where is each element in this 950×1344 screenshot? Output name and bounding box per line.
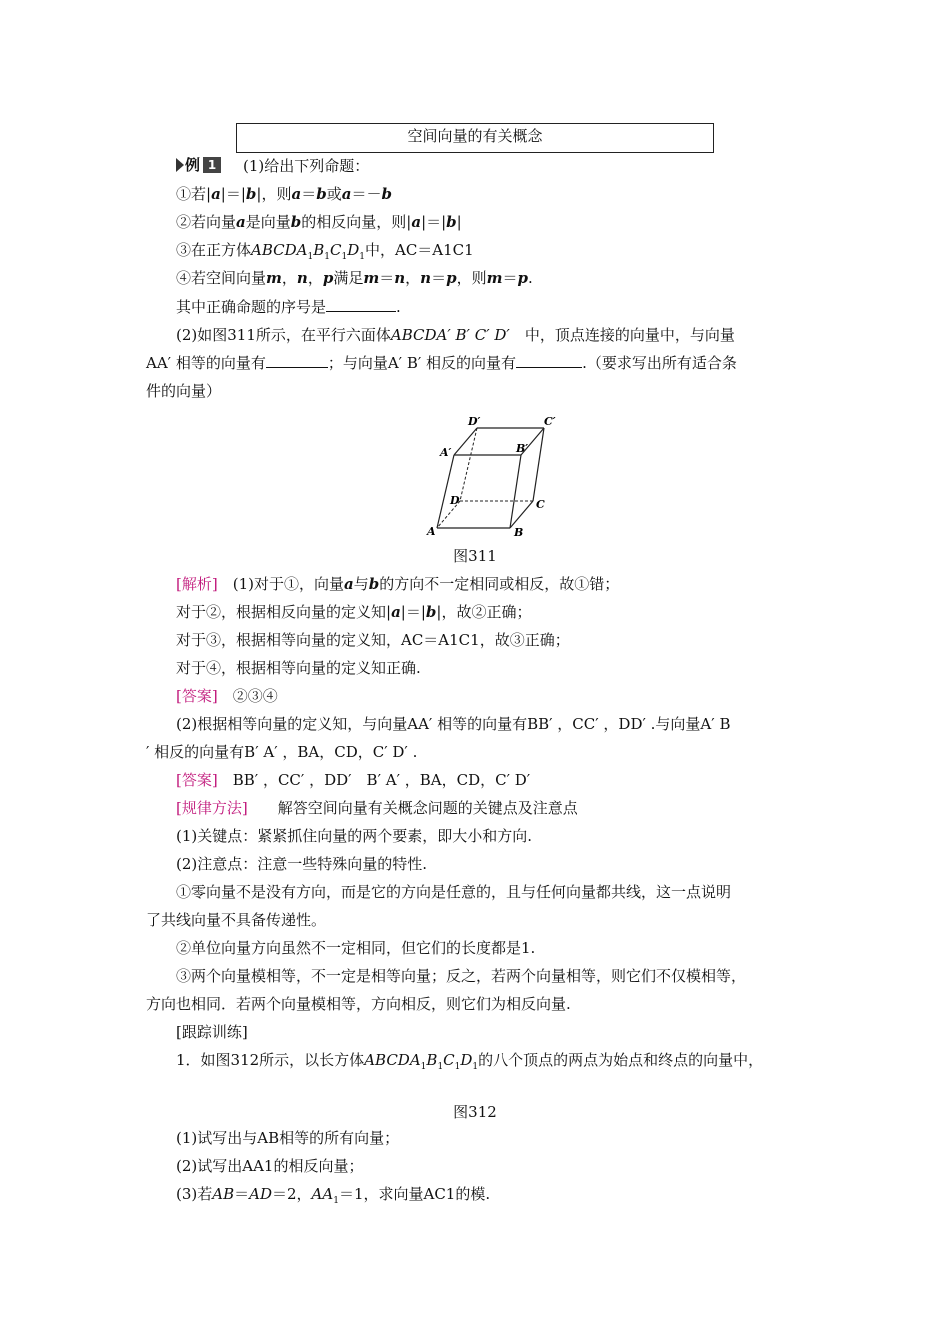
part2-line-1: (2)如图311所示，在平行六面体ABCDA′ B′ C′ D′ 中，顶点连接的向量中，与向量 [176,326,735,344]
solution-2-line-1: (2)根据相等向量的定义知，与向量AA′ 相等的向量有BB′ ，CC′ ，DD′ .与向量A′ B [176,715,731,733]
example-tag [176,156,224,174]
answer-blank [516,353,582,368]
edge-dp-d-hidden [460,428,477,501]
method-line-3a: ①零向量不是没有方向，而是它的方向是任意的，且与任何向量都共线，这一点说明 [176,883,732,901]
example-number: 1 [203,157,221,173]
analysis-line-1: [解析] (1)对于①，向量a与b的方向不一定相同或相反，故①错； [176,575,620,593]
label-b: B [514,526,524,539]
analysis-line-2: 对于②，根据相反向量的定义知|a|＝|b|，故②正确； [176,603,532,621]
figure-311-caption: 图311 [453,547,497,565]
answer-2: [答案] BB′ ，CC′ ，DD′ B′ A′ ，BA，CD，C′ D′ [176,771,531,789]
practice-sub-3: (3)若AB＝AD＝2，$AA_1=1$，求向量AC1的模. [176,1185,491,1206]
example-intro: (1)给出下列命题： [243,157,370,175]
method-line-1: (1)关键点：紧紧抓住向量的两个要素，即大小和方向. [176,827,533,845]
method-line-3b: 了共线向量不具备传递性。 [146,911,327,929]
practice-question-1: 1．如图312所示，以长方体$ABCDA_1B_1C_1D_1$的八个顶点的两点为始点和终点的向量中， [176,1051,764,1072]
label-d: D [450,494,460,507]
edge-dp-ap [454,428,477,455]
question-1: 其中正确命题的序号是 . [176,298,401,316]
answer-blank [326,297,396,312]
label-ap: A′ [440,446,452,459]
method-line-5a: ③两个向量模相等，不一定是相等向量；反之，若两个向量相等，则它们不仅模相等， [176,967,747,985]
method-heading: [规律方法] 解答空间向量有关概念问题的关键点及注意点 [176,799,578,817]
proposition-2: ②若向量a是向量b的相反向量，则|a|＝|b| [176,213,462,231]
parallelepiped-figure [420,408,570,540]
label-cp: C′ [544,415,556,428]
solution-2-line-2: ′ 相反的向量有B′ A′ ，BA，CD，C′ D′ . [146,743,418,761]
analysis-line-4: 对于④，根据相等向量的定义知正确. [176,659,421,677]
label-a: A [427,525,436,538]
proposition-1: ①若|a|＝|b|，则a＝b或a＝－b [176,185,392,203]
answer-blank [266,353,328,368]
example-label: 例 [185,156,201,174]
method-line-4: ②单位向量方向虽然不一定相同，但它们的长度都是1. [176,939,536,957]
label-dp: D′ [468,415,481,428]
figure-312-caption: 图312 [453,1103,497,1121]
edge-ap-a [437,455,454,528]
proposition-3: ③在正方体$ABCDA_1B_1C_1D_1$中，AC＝A1C1 [176,241,474,262]
method-line-5b: 方向也相同．若两个向量模相等，方向相反，则它们为相反向量. [146,995,571,1013]
method-line-2: (2)注意点：注意一些特殊向量的特性. [176,855,428,873]
practice-sub-2: (2)试写出AA1的相反向量； [176,1157,364,1175]
label-c: C [536,498,545,511]
part2-line-3: 件的向量） [146,382,222,400]
practice-tag: [跟踪训练] [176,1023,248,1041]
section-title: 空间向量的有关概念 [236,123,714,153]
part2-line-2: AA′ 相等的向量有 ；与向量A′ B′ 相反的向量有 .（要求写出所有适合条 [146,354,737,372]
practice-sub-1: (1)试写出与AB相等的所有向量； [176,1129,400,1147]
analysis-line-3: 对于③，根据相等向量的定义知，AC＝A1C1，故③正确； [176,631,570,649]
label-bp: B′ [516,442,529,455]
proposition-4: ④若空间向量m，n，p满足m＝n，n＝p，则m＝p. [176,269,533,287]
answer-1: [答案] ②③④ [176,687,278,705]
triangle-icon [176,158,184,172]
